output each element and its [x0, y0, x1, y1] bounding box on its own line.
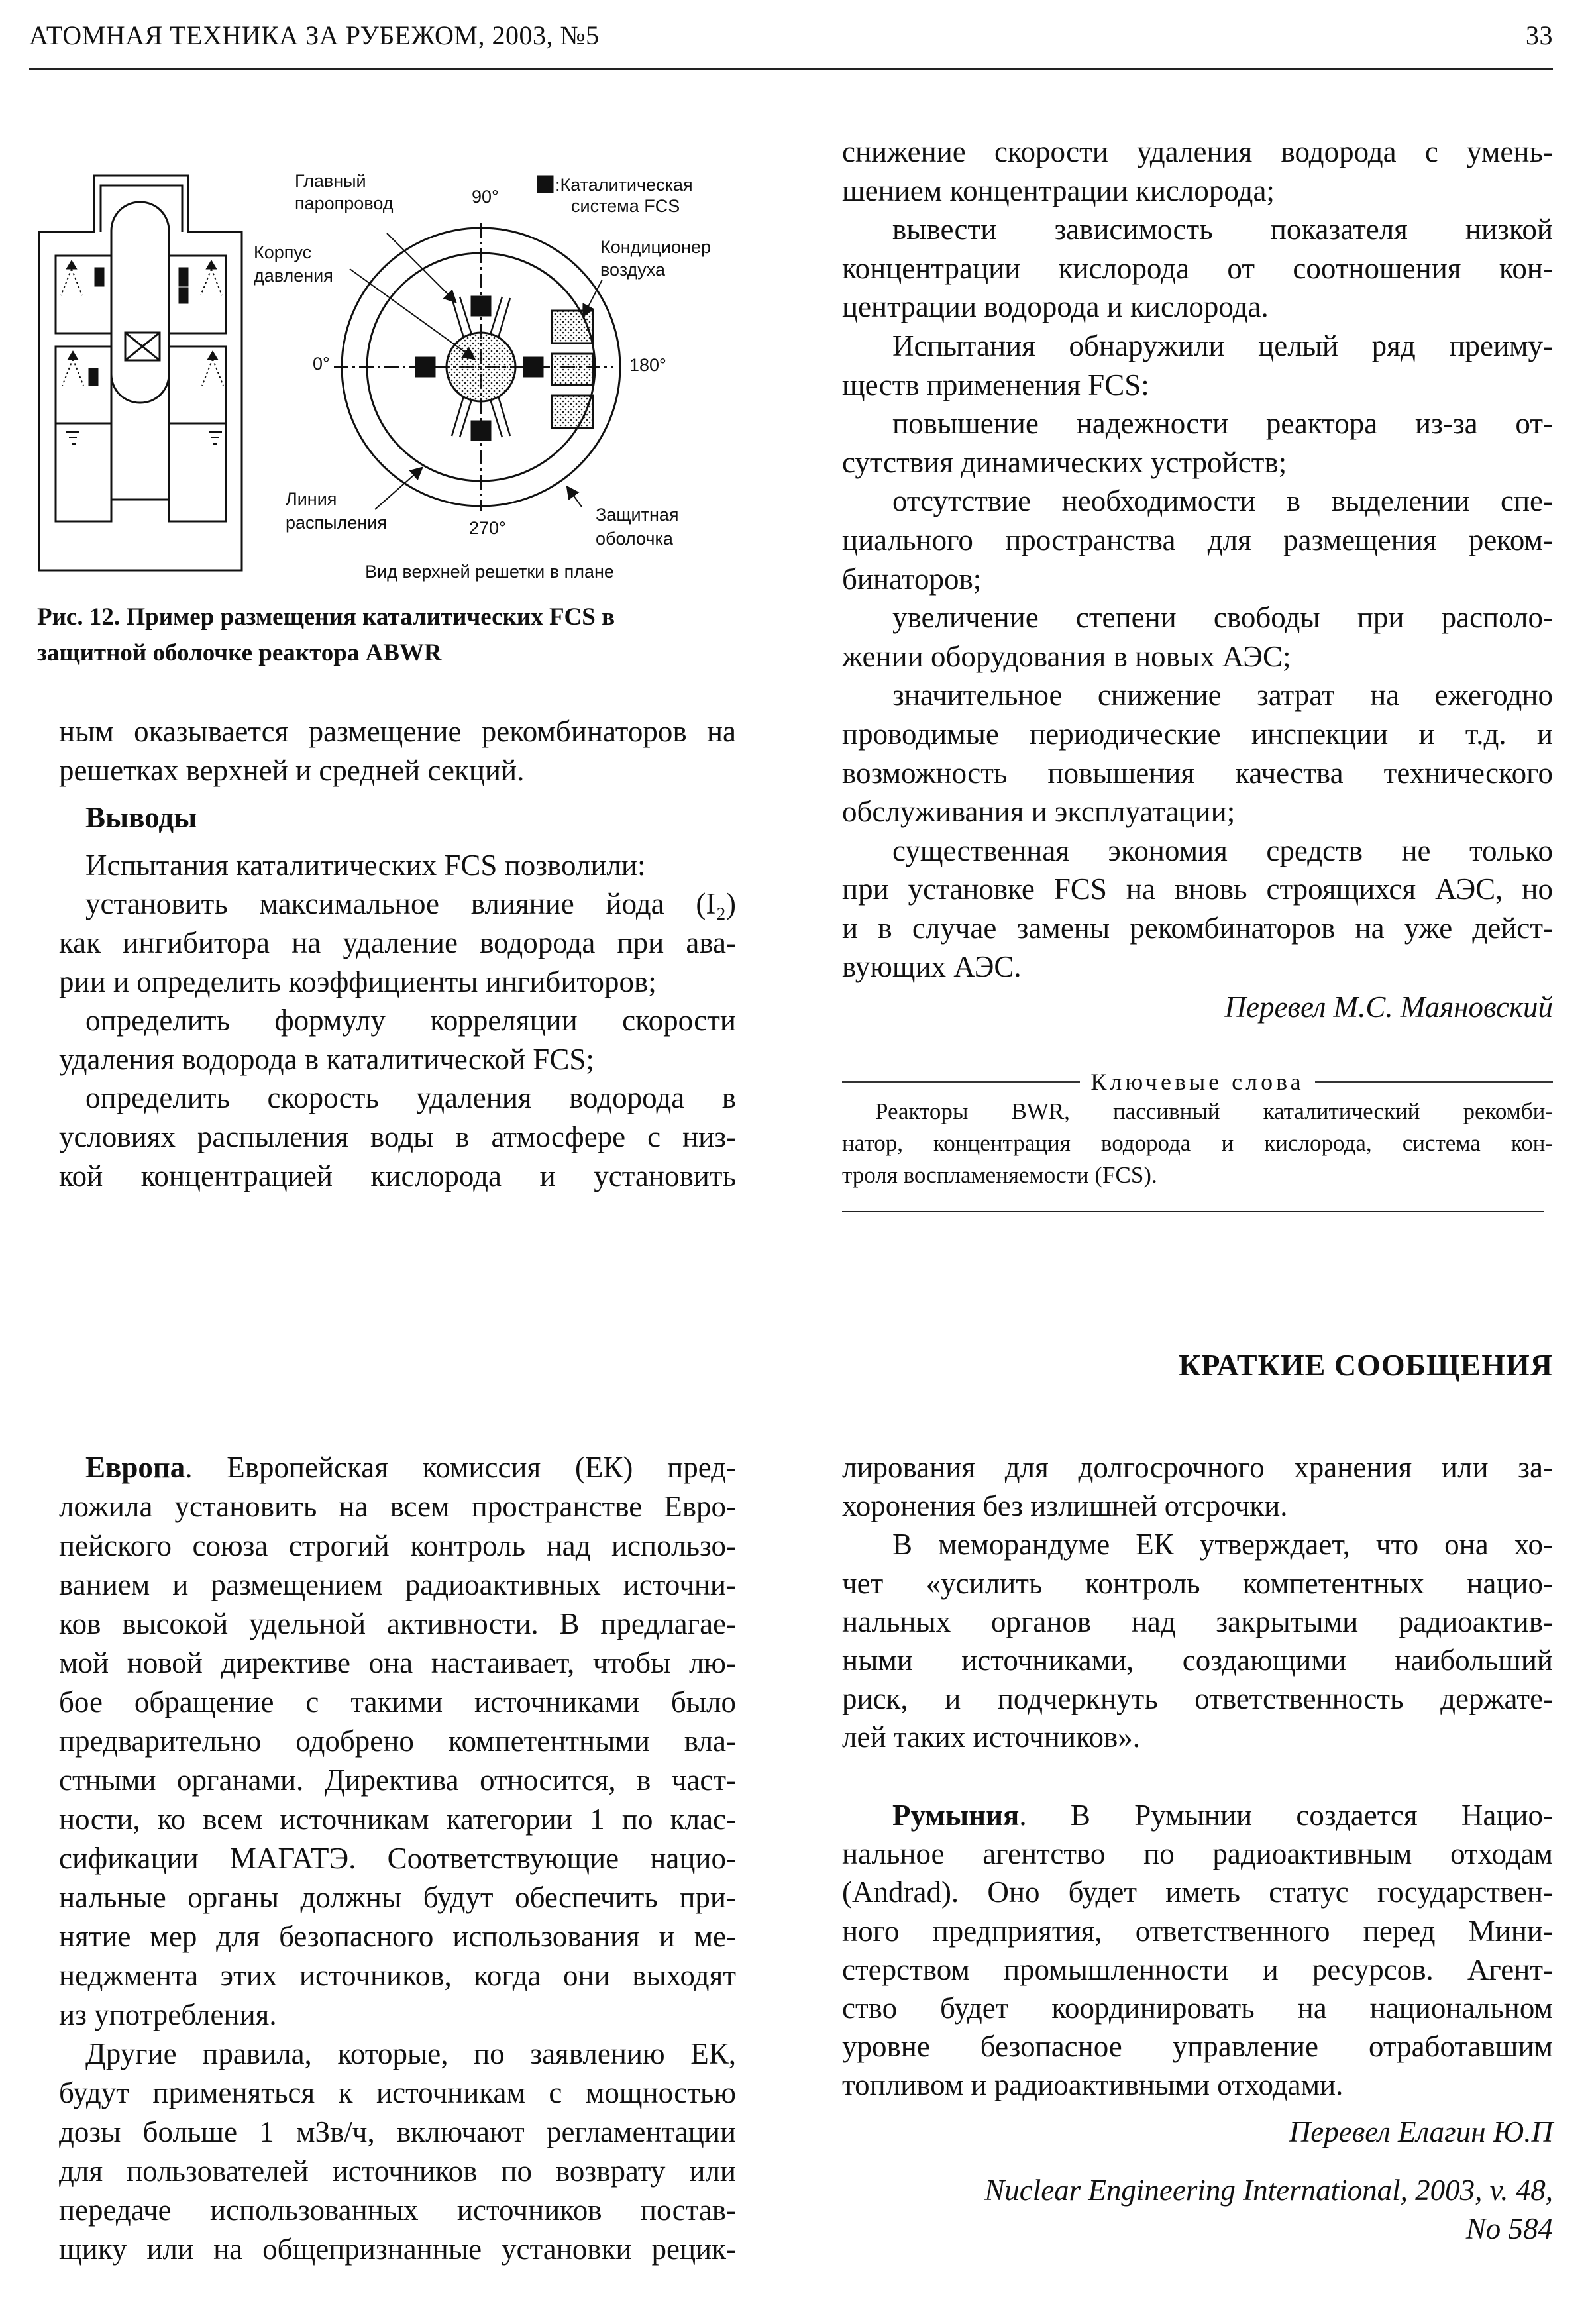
- text-line-content: . Европейская комиссия (ЕК) пред-: [185, 1451, 736, 1484]
- text-line-content: определить скорость удаления водорода в: [85, 1081, 736, 1115]
- right-column-top: [842, 132, 1553, 1027]
- label-vessel-2: давления: [254, 266, 333, 286]
- text-line-content: и в случае замены рекомбинаторов на уже дейст-: [842, 911, 1553, 945]
- legend-label-1: :Каталитическая: [555, 175, 693, 195]
- text-line: [59, 1079, 736, 1118]
- text-line: [59, 1487, 736, 1526]
- header-rule: [29, 68, 1553, 70]
- text-line: [59, 2034, 736, 2074]
- text-line: [59, 2152, 736, 2191]
- text-line: [842, 521, 1553, 560]
- text-line-content: жении оборудования в новых АЭС;: [842, 639, 1291, 673]
- right-column-bottom: [842, 1448, 1553, 1757]
- translator-credit: Перевел Елагин Ю.П: [1289, 2115, 1553, 2148]
- text-line-content: ности, ко всем источникам категории 1 по клас-: [59, 1803, 736, 1836]
- text-line-content: предварительно одобрено компетентными вла-: [59, 1724, 736, 1758]
- text-line: [842, 1159, 1553, 1191]
- text-line: [842, 404, 1553, 443]
- text-line: [59, 1565, 736, 1605]
- news-lead-word: Румыния: [892, 1799, 1020, 1832]
- text-line-content: стными органами. Директива относится, в част-: [59, 1764, 736, 1797]
- text-line-content: нятие мер для безопасного использования и ме-: [59, 1920, 736, 1953]
- text-line: [842, 288, 1553, 327]
- text-line: [842, 132, 1553, 172]
- text-line: [842, 831, 1553, 871]
- text-line: [59, 2074, 736, 2113]
- text-line: [842, 1641, 1553, 1679]
- figure-abwr-fcs-diagram: [26, 146, 742, 609]
- text-line-content: сутствия динамических устройств;: [842, 445, 1287, 479]
- text-line: [842, 1525, 1553, 1563]
- text-line-content: ными источниками, создающими наибольший: [842, 1644, 1553, 1677]
- label-180: 180°: [629, 355, 666, 375]
- label-main-steam-1: Главный: [295, 171, 366, 191]
- text-line-content: вующих АЭС.: [842, 950, 1022, 984]
- text-line: [842, 2066, 1553, 2104]
- text-line: [842, 870, 1553, 909]
- text-line-content: снижение скорости удаления водорода с умень-: [842, 135, 1553, 168]
- text-line: [842, 2027, 1553, 2066]
- plan-view: [334, 176, 620, 511]
- label-spray-2: распыления: [286, 513, 387, 533]
- text-line-content: Испытания обнаружили целый ряд преиму-: [892, 329, 1553, 362]
- source-citation: Nuclear Engineering International, 2003, v. 48,: [984, 2173, 1553, 2207]
- text-line: [842, 1096, 1553, 1128]
- text-line-content: определить формулу корреляции скорости: [85, 1004, 736, 1037]
- text-line: [842, 172, 1553, 211]
- text-line: [59, 1448, 736, 1487]
- text-line: [842, 560, 1553, 599]
- text-line: [842, 482, 1553, 521]
- text-line: [59, 924, 736, 963]
- label-spray-1: Линия: [286, 489, 337, 509]
- text-line: [59, 1995, 736, 2034]
- text-line: [59, 1956, 736, 1995]
- text-line-content: мой новой директиве она настаивает, чтобы лю-: [59, 1646, 736, 1679]
- text-line-content: нальных органов над закрытыми радиоактив-: [842, 1605, 1553, 1638]
- text-line: [842, 1989, 1553, 2027]
- text-block: [842, 1096, 1553, 1191]
- text-line: [842, 1950, 1553, 1989]
- text-line-content: вывести зависимость показателя низкой: [892, 213, 1553, 246]
- text-line-content: ванием и размещением радиоактивных источни-: [59, 1568, 736, 1601]
- text-line-content: щику или на общепризнанные установки рецик-: [59, 2233, 736, 2266]
- text-line-content: . В Румынии создается Нацио-: [1019, 1799, 1553, 1832]
- text-block: [842, 1796, 1553, 2105]
- text-line: [59, 1118, 736, 1157]
- text-line: [842, 598, 1553, 637]
- text-line: [59, 712, 736, 751]
- text-line: [842, 249, 1553, 288]
- text-line: [842, 1487, 1553, 1525]
- text-line-content: для пользователей источников по возврату или: [59, 2154, 736, 2188]
- text-line-content: стерством промышленности и ресурсов. Агент-: [842, 1952, 1553, 1986]
- text-line-content: нальное агентство по радиоактивным отходам: [842, 1837, 1553, 1871]
- label-main-steam-2: паропровод: [295, 193, 394, 213]
- text-line-content: натор, концентрация водорода и кислорода, система кон-: [842, 1130, 1553, 1156]
- text-line: [59, 1001, 736, 1040]
- label-vessel-1: Корпус: [254, 242, 312, 262]
- keywords-box: [842, 1068, 1553, 1191]
- caption-line: защитной оболочке реактора ABWR: [37, 639, 442, 666]
- text-line: [842, 366, 1553, 405]
- text-line-content: возможность повышения качества технического: [842, 756, 1553, 790]
- text-line: [842, 443, 1553, 482]
- text-block: [842, 1448, 1553, 1757]
- text-line-content: риск, и подчеркнуть ответственность держате-: [842, 1682, 1553, 1716]
- text-line: [59, 1800, 736, 1839]
- text-line: [59, 1157, 736, 1196]
- text-line: [59, 1722, 736, 1761]
- text-block: [59, 1448, 736, 2269]
- text-line: [842, 1564, 1553, 1603]
- text-line: [842, 754, 1553, 793]
- label-270: 270°: [469, 518, 506, 538]
- text-line-content: лей таких источников».: [842, 1720, 1140, 1754]
- legend-label-2: система FCS: [571, 196, 680, 216]
- label-0: 0°: [313, 354, 330, 374]
- caption-line: Рис. 12. Пример размещения каталитических FCS в: [37, 604, 615, 631]
- text-line: [59, 1526, 736, 1565]
- text-line: [59, 2230, 736, 2269]
- section-title-brief-news: КРАТКИЕ СООБЩЕНИЯ: [1179, 1348, 1553, 1382]
- label-conditioner-2: воздуха: [600, 260, 666, 280]
- text-line-content: лирования для долгосрочного хранения или за-: [842, 1451, 1553, 1484]
- text-line-content: дозы больше 1 мЗв/ч, включают регламентации: [59, 2115, 736, 2148]
- text-line: [842, 676, 1553, 715]
- text-line: [842, 715, 1553, 754]
- text-line: [842, 210, 1553, 249]
- section-heading-conclusions: Выводы: [85, 801, 197, 835]
- news-lead-word: Европа: [85, 1451, 186, 1484]
- text-line-content: из употребления.: [59, 1998, 277, 2031]
- label-conditioner-1: Кондиционер: [600, 237, 711, 257]
- text-line-content: сификации МАГАТЭ. Соответствующие нацио-: [59, 1842, 736, 1875]
- keywords-title: Ключевые слова: [1090, 1069, 1304, 1095]
- text-line-content: значительное снижение затрат на ежегодно: [892, 678, 1553, 712]
- text-line: [59, 1761, 736, 1800]
- text-line-content: ным оказывается размещение рекомбинаторов на: [59, 715, 736, 748]
- text-line: [842, 1448, 1553, 1487]
- text-line: [59, 1917, 736, 1956]
- left-column-bottom: [59, 1448, 736, 2269]
- text-line: [842, 1128, 1553, 1159]
- text-line-content: ного предприятия, ответственного перед Мини-: [842, 1914, 1553, 1948]
- text-line-content: обслуживания и эксплуатации;: [842, 795, 1236, 829]
- text-line-content: проводимые периодические инспекции и т.д. и: [842, 717, 1553, 751]
- text-line-content: установить максимальное влияние йода (I₂): [85, 887, 736, 921]
- translator-credit: Перевел М.С. Маяновский: [1224, 990, 1553, 1024]
- text-line-content: В меморандуме ЕК утверждает, что она хо-: [892, 1528, 1553, 1561]
- text-line-content: (Andrad). Оно будет иметь статус государствен-: [842, 1875, 1553, 1909]
- text-line-content: отсутствие необходимости в выделении спе-: [892, 484, 1553, 518]
- text-line-content: при установке FCS на вновь строящихся АЭС, но: [842, 872, 1553, 906]
- label-containment-2: оболочка: [596, 529, 673, 549]
- text-line: [59, 2191, 736, 2230]
- text-line-content: ществ применения FCS:: [842, 368, 1149, 401]
- text-line: [842, 1873, 1553, 1911]
- source-citation-issue: No 584: [1465, 2212, 1553, 2246]
- text-line-content: передаче использованных источников постав-: [59, 2193, 736, 2227]
- text-line: [842, 1679, 1553, 1718]
- text-line-content: существенная экономия средств не только: [892, 833, 1553, 867]
- figure-caption: [37, 600, 700, 671]
- text-line: [842, 327, 1553, 366]
- text-block: [59, 846, 736, 1195]
- text-line-content: будут применяться к источникам с мощностью: [59, 2076, 736, 2109]
- text-line-content: хоронения без излишней отсрочки.: [842, 1489, 1288, 1523]
- text-line: [842, 1912, 1553, 1950]
- reactor-building-section: [39, 176, 242, 570]
- left-column-top: [59, 712, 736, 1195]
- text-line-content: нальные органы должны будут обеспечить при-: [59, 1881, 736, 1914]
- text-line-content: чет «усилить контроль компетентных нацио-: [842, 1566, 1553, 1600]
- text-line: [59, 751, 736, 790]
- text-line-content: повышение надежности реактора из-за от-: [892, 407, 1553, 441]
- text-line: [59, 1878, 736, 1917]
- text-line: [842, 1796, 1553, 1834]
- text-line-content: решетках верхней и средней секций.: [59, 753, 525, 787]
- keywords-bottom-rule: [842, 1211, 1544, 1212]
- text-line-content: рии и определить коэффициенты ингибиторов;: [59, 965, 657, 998]
- text-line-content: топливом и радиоактивными отходами.: [842, 2068, 1344, 2102]
- text-line-content: концентрации кислорода от соотношения кон-: [842, 251, 1553, 285]
- text-line: [842, 947, 1553, 986]
- keywords-rule-right: [1315, 1081, 1553, 1083]
- text-line: [59, 2113, 736, 2152]
- text-block: [59, 712, 736, 790]
- text-line: [842, 1718, 1553, 1756]
- text-line-content: Испытания каталитических FCS позволили:: [85, 848, 646, 882]
- text-line-content: центрации водорода и кислорода.: [842, 290, 1269, 324]
- text-line-content: бое обращение с такими источниками было: [59, 1685, 736, 1718]
- legend-fcs-square: [538, 176, 553, 192]
- news-romania: [842, 1796, 1553, 2248]
- text-line: [59, 1839, 736, 1878]
- text-line-content: удаления водорода в каталитической FCS;: [59, 1042, 594, 1076]
- text-line-content: бинаторов;: [842, 562, 982, 596]
- journal-title: АТОМНАЯ ТЕХНИКА ЗА РУБЕЖОМ, 2003, №5: [29, 21, 600, 50]
- text-line-content: неджмента этих источников, когда они выходят: [59, 1959, 736, 1992]
- text-line: [59, 846, 736, 885]
- text-line-content: как ингибитора на удаление водорода при ава-: [59, 925, 736, 959]
- text-line-content: увеличение степени свободы при располо-: [892, 601, 1553, 635]
- text-line-content: циального пространства для размещения реком-: [842, 523, 1553, 556]
- keywords-rule-left: [842, 1081, 1080, 1083]
- text-line: [842, 792, 1553, 831]
- text-line-content: ков высокой удельной активности. В предлагае-: [59, 1607, 736, 1640]
- text-line: [842, 1834, 1553, 1873]
- text-line: [59, 1040, 736, 1079]
- text-line-content: уровне безопасное управление отработавшим: [842, 2030, 1553, 2064]
- text-line: [59, 884, 736, 924]
- text-line: [59, 1605, 736, 1644]
- text-line: [842, 637, 1553, 676]
- text-line: [59, 963, 736, 1002]
- text-line-content: троля воспламеняемости (FCS).: [842, 1162, 1157, 1188]
- text-line-content: пейского союза строгий контроль над использо-: [59, 1529, 736, 1562]
- text-line-content: кой концентрацией кислорода и установить: [59, 1159, 736, 1192]
- text-line: [842, 909, 1553, 948]
- text-line-content: ложила установить на всем пространстве Евро-: [59, 1490, 736, 1523]
- text-line: [59, 1644, 736, 1683]
- text-line-content: Другие правила, которые, по заявлению ЕК,: [85, 2037, 736, 2070]
- label-90: 90°: [472, 187, 499, 207]
- text-line-content: Реакторы BWR, пассивный каталитический рекомби-: [875, 1098, 1553, 1124]
- text-block: [842, 132, 1553, 986]
- label-view: Вид верхней решетки в плане: [365, 562, 614, 582]
- text-line-content: условиях распыления воды в атмосфере с низ-: [59, 1120, 736, 1153]
- text-line-content: шением концентрации кислорода;: [842, 174, 1275, 207]
- page-number: 33: [1526, 21, 1553, 50]
- label-containment-1: Защитная: [596, 505, 679, 525]
- text-line-content: ство будет координировать на национальном: [842, 1991, 1553, 2025]
- text-line: [59, 1683, 736, 1722]
- text-line: [842, 1603, 1553, 1641]
